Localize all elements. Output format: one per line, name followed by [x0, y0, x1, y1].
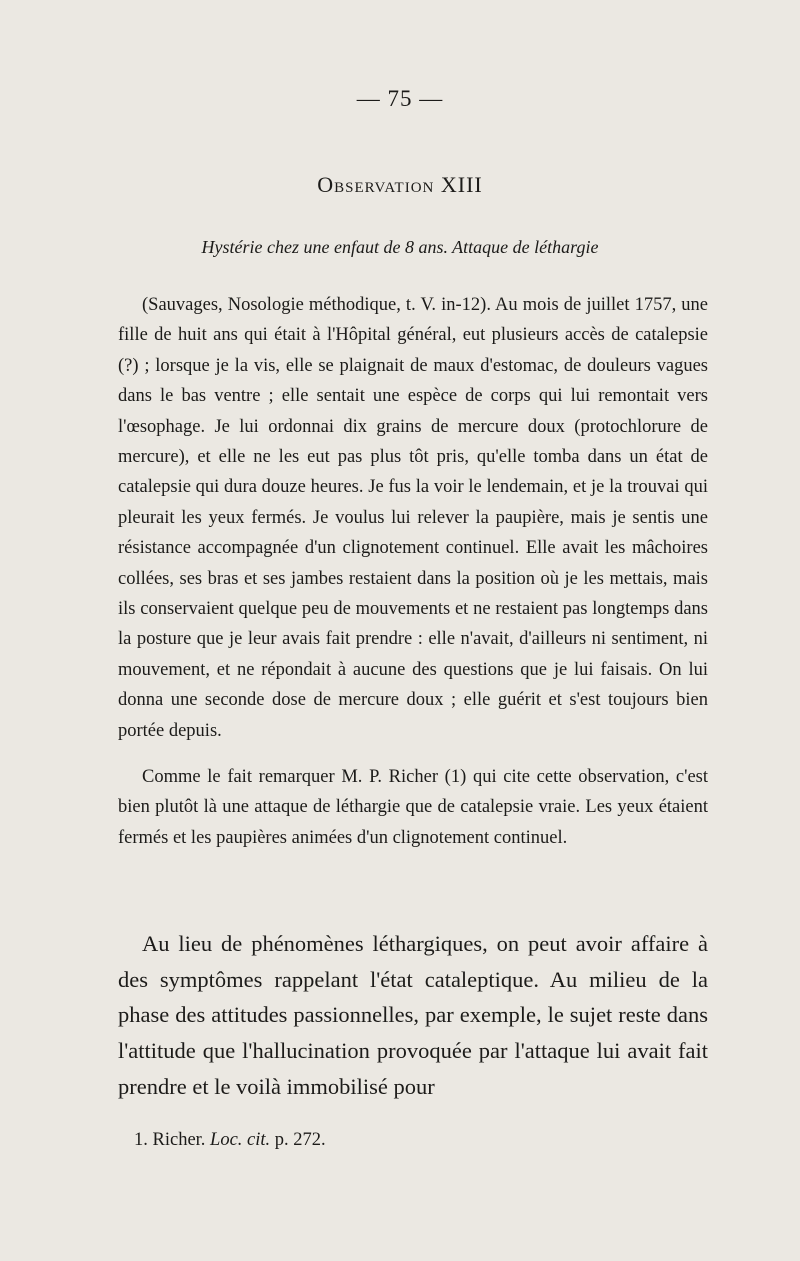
- footnote-author: Richer.: [152, 1130, 206, 1150]
- observation-paragraph-1: (Sauvages, Nosologie méthodique, t. V. in-12). Au mois de juillet 1757, une fille de huit ans qui était à l'Hôpital général, eut plusieurs accès de catalepsie (?) ; lorsque je la vis, elle se plaignait de maux d'estomac, de douleurs vagues dans le bas ventre ; elle sentait une espèce de corps qui lui remontait vers l'œsophage. Je lui ordonnai dix grains de mercure doux (protochlorure de mercure), et elle ne les eut pas plus tôt pris, qu'elle tomba dans un état de catalepsie qui dura douze heures. Je fus la voir le lendemain, et je la trouvai qui pleurait les yeux fermés. Je voulus lui relever la paupière, mais je sentis une résistance accompagnée d'un clignotement continuel. Elle avait les mâchoires collées, ses bras et ses jambes restaient dans la position où je les mettais, mais ils conservaient quelque peu de mouvements et ne restaient pas longtemps dans la posture que je leur avais fait prendre : elle n'avait, d'ailleurs ni sentiment, ni mouvement, et ne répondait à aucune des questions que je lui faisais. On lui donna une seconde dose de mercure doux ; elle guérit et s'est toujours bien portée depuis.: [118, 295, 708, 741]
- footnote-page: p. 272.: [274, 1130, 326, 1150]
- observation-paragraph-2: Comme le fait remarquer M. P. Richer (1) qui cite cette observation, c'est bien plutôt là une attaque de léthargie que de catalepsie vraie. Les yeux étaient fermés et les paupières animées d'un clignotement continuel.: [118, 767, 708, 848]
- footnote-ref: Loc. cit.: [210, 1130, 271, 1150]
- page-number: — 75 —: [356, 86, 444, 111]
- body-paragraph: Au lieu de phénomènes léthargiques, on peut avoir affaire à des symptômes rappelant l'état cataleptique. Au milieu de la phase des attitudes passionnelles, par exemple, le sujet reste dans l'attitude que l'hallucination provoquée par l'attaque lui avait fait prendre et le voilà immobilisé pour: [118, 931, 708, 1099]
- observation-title: Observation XIII: [317, 172, 483, 197]
- observation-subtitle: Hystérie chez une enfaut de 8 ans. Attaque de léthargie: [201, 237, 599, 257]
- footnote-marker: 1.: [134, 1130, 148, 1150]
- footnote: [134, 1130, 326, 1151]
